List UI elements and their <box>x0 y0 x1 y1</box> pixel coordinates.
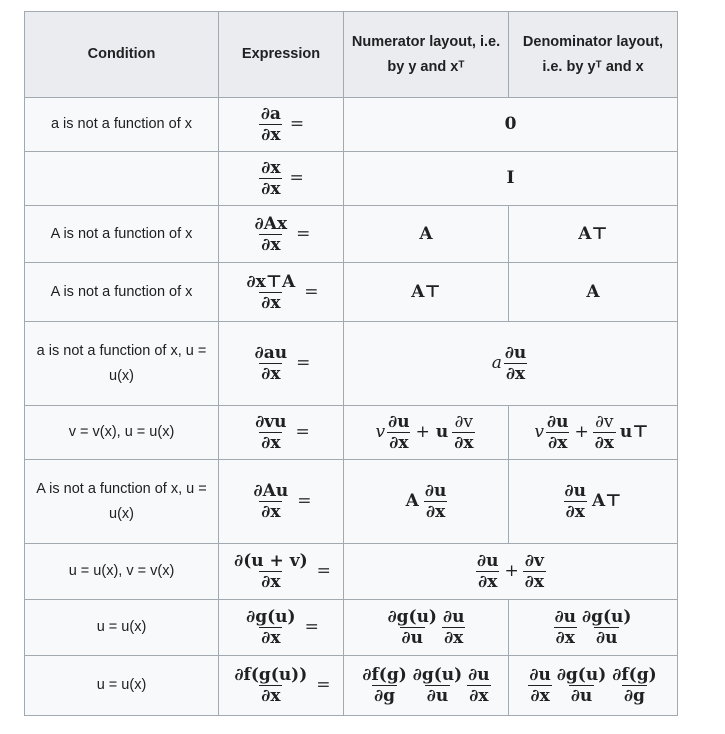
fraction <box>259 158 282 199</box>
frac-denominator: ∂x <box>454 433 474 453</box>
equals-sign: = <box>316 561 331 581</box>
denominator-layout-cell <box>509 600 678 656</box>
frac-denominator: ∂x <box>261 502 281 522</box>
result-cell: I <box>344 152 678 206</box>
transposed-factor: u⊤ <box>619 422 649 442</box>
fraction <box>503 343 528 384</box>
plus-sign: + <box>415 422 430 442</box>
denominator-layout-cell: A <box>509 263 678 322</box>
frac-numerator: ∂u <box>468 665 490 685</box>
frac-numerator: ∂v <box>454 412 474 432</box>
frac-numerator: ∂a <box>260 104 281 124</box>
frac-numerator: ∂u <box>529 665 551 685</box>
denominator-layout-cell <box>509 656 678 716</box>
frac-denominator: ∂x <box>548 433 568 453</box>
fraction <box>523 551 546 592</box>
frac-numerator: ∂u <box>424 481 447 501</box>
frac-numerator: ∂u <box>442 607 465 627</box>
scalar-coefficient: v <box>375 422 386 442</box>
frac-numerator: ∂f(g) <box>362 665 407 685</box>
frac-numerator: ∂x⊤A <box>246 271 296 292</box>
table-row <box>25 406 678 460</box>
fraction <box>475 551 500 592</box>
fraction <box>593 412 616 453</box>
condition-cell: v = v(x), u = u(x) <box>25 406 219 460</box>
frac-numerator: ∂u <box>547 412 569 432</box>
frac-denominator: ∂u <box>426 686 449 706</box>
frac-numerator: ∂f(g(u)) <box>234 665 308 685</box>
frac-denominator: ∂u <box>596 628 618 648</box>
frac-numerator: ∂v <box>595 412 614 432</box>
frac-denominator: ∂x <box>505 364 526 384</box>
header-expression: Expression <box>219 12 344 98</box>
denominator-layout-cell <box>509 460 678 544</box>
frac-numerator: ∂u <box>564 481 586 501</box>
frac-denominator: ∂x <box>444 628 464 648</box>
expression-cell <box>219 600 344 656</box>
table-row <box>25 152 678 206</box>
denominator-layout-cell: A⊤ <box>509 206 678 263</box>
fraction <box>253 412 288 453</box>
header-numerator-layout: Numerator layout, i.e. by y and xᵀ <box>344 12 509 98</box>
numerator-layout-cell <box>344 460 509 544</box>
frac-denominator: ∂x <box>530 686 550 706</box>
frac-numerator: ∂g(u) <box>556 665 607 685</box>
fraction <box>527 665 552 706</box>
frac-numerator: ∂f(g) <box>612 665 657 685</box>
result-cell <box>344 322 678 406</box>
frac-numerator: ∂u <box>477 551 499 571</box>
scalar-coefficient: a <box>491 353 502 373</box>
header-row <box>25 12 678 98</box>
numerator-layout-cell <box>344 656 509 716</box>
numerator-layout-cell <box>344 600 509 656</box>
numerator-layout-cell <box>344 406 509 460</box>
derivative-identities-table <box>24 11 678 716</box>
equals-sign: = <box>316 675 331 695</box>
expression-cell <box>219 322 344 406</box>
fraction <box>411 665 464 706</box>
frac-numerator: ∂u <box>388 412 410 432</box>
numerator-layout-cell: A <box>344 206 509 263</box>
plus-sign: + <box>574 422 589 442</box>
table-row <box>25 600 678 656</box>
frac-denominator: ∂x <box>261 234 281 255</box>
frac-numerator: ∂g(u) <box>412 665 463 685</box>
frac-numerator: ∂x <box>261 158 281 178</box>
expression-cell <box>219 656 344 716</box>
frac-denominator: ∂u <box>401 628 423 648</box>
frac-denominator: ∂x <box>261 179 281 199</box>
frac-denominator: ∂x <box>261 628 281 648</box>
result-cell <box>344 544 678 600</box>
transposed-factor: A⊤ <box>591 491 622 511</box>
expression-cell <box>219 206 344 263</box>
frac-denominator: ∂x <box>565 502 585 522</box>
equals-sign: = <box>289 114 305 134</box>
expression-cell <box>219 152 344 206</box>
fraction <box>244 607 297 648</box>
frac-denominator: ∂x <box>261 364 281 384</box>
numerator-layout-cell: A⊤ <box>344 263 509 322</box>
frac-numerator: ∂g(u) <box>582 607 632 627</box>
fraction <box>466 665 491 706</box>
frac-numerator: ∂Au <box>253 481 289 501</box>
denominator-layout-cell <box>509 406 678 460</box>
condition-cell: A is not a function of x <box>25 263 219 322</box>
condition-cell: u = u(x) <box>25 656 219 716</box>
equals-sign: = <box>289 168 304 188</box>
frac-denominator: ∂x <box>261 686 281 706</box>
fraction <box>232 665 309 706</box>
equals-sign: = <box>296 223 311 244</box>
table-row <box>25 544 678 600</box>
matrix-factor: A <box>405 491 419 511</box>
header-condition: Condition <box>25 12 219 98</box>
condition-cell: u = u(x), v = v(x) <box>25 544 219 600</box>
fraction <box>386 412 411 453</box>
scalar-coefficient: v <box>534 422 544 442</box>
expression-cell <box>219 460 344 544</box>
frac-numerator: ∂g(u) <box>387 607 437 627</box>
table-row <box>25 322 678 406</box>
frac-denominator: ∂x <box>261 292 281 313</box>
frac-denominator: ∂u <box>570 686 593 706</box>
frac-numerator: ∂Ax <box>254 213 288 234</box>
fraction <box>452 412 475 453</box>
frac-numerator: ∂vu <box>255 412 287 432</box>
fraction <box>245 272 298 313</box>
fraction <box>253 214 289 255</box>
condition-cell: u = u(x) <box>25 600 219 656</box>
fraction <box>423 481 448 522</box>
fraction <box>252 481 291 522</box>
frac-numerator: ∂g(u) <box>246 607 296 627</box>
condition-cell: a is not a function of x <box>25 98 219 152</box>
fraction <box>580 607 633 648</box>
frac-denominator: ∂g <box>374 686 396 706</box>
condition-cell: A is not a function of x, u = u(x) <box>25 460 219 544</box>
frac-denominator: ∂g <box>623 686 645 706</box>
expression-cell <box>219 406 344 460</box>
vector-factor: u <box>435 422 449 442</box>
table-row <box>25 206 678 263</box>
fraction <box>259 104 283 145</box>
frac-numerator: ∂(u + v) <box>234 551 308 571</box>
equals-sign: = <box>296 353 311 373</box>
frac-denominator: ∂x <box>261 433 281 453</box>
header-denominator-layout: Denominator layout, i.e. by yᵀ and x <box>509 12 678 98</box>
frac-denominator: ∂x <box>425 502 446 522</box>
frac-denominator: ∂x <box>478 572 498 592</box>
result-cell: 0 <box>344 98 678 152</box>
frac-numerator: ∂v <box>524 551 544 571</box>
frac-denominator: ∂x <box>524 572 544 592</box>
fraction <box>360 665 408 706</box>
condition-cell: A is not a function of x <box>25 206 219 263</box>
condition-cell: a is not a function of x, u = u(x) <box>25 322 219 406</box>
equals-sign: = <box>297 491 312 511</box>
fraction <box>441 607 466 648</box>
expression-cell <box>219 98 344 152</box>
frac-denominator: ∂x <box>261 572 281 592</box>
condition-cell <box>25 152 219 206</box>
frac-denominator: ∂x <box>469 686 489 706</box>
frac-denominator: ∂x <box>594 433 614 453</box>
table-row <box>25 263 678 322</box>
fraction <box>555 665 608 706</box>
plus-sign: + <box>504 561 519 581</box>
table-row <box>25 460 678 544</box>
table-row <box>25 656 678 716</box>
frac-denominator: ∂x <box>389 433 409 453</box>
fraction <box>563 481 588 522</box>
frac-numerator: ∂au <box>254 343 288 363</box>
frac-denominator: ∂x <box>261 125 281 145</box>
equals-sign: = <box>295 422 310 442</box>
expression-cell <box>219 544 344 600</box>
frac-denominator: ∂x <box>555 628 575 648</box>
fraction <box>545 412 570 453</box>
equals-sign: = <box>304 617 319 637</box>
fraction <box>232 551 310 592</box>
fraction <box>253 343 289 384</box>
frac-numerator: ∂u <box>554 607 577 627</box>
fraction <box>553 607 578 648</box>
fraction <box>610 665 658 706</box>
equals-sign: = <box>304 281 319 302</box>
expression-cell <box>219 263 344 322</box>
frac-numerator: ∂u <box>504 343 527 363</box>
table-row <box>25 98 678 152</box>
fraction <box>386 607 439 648</box>
